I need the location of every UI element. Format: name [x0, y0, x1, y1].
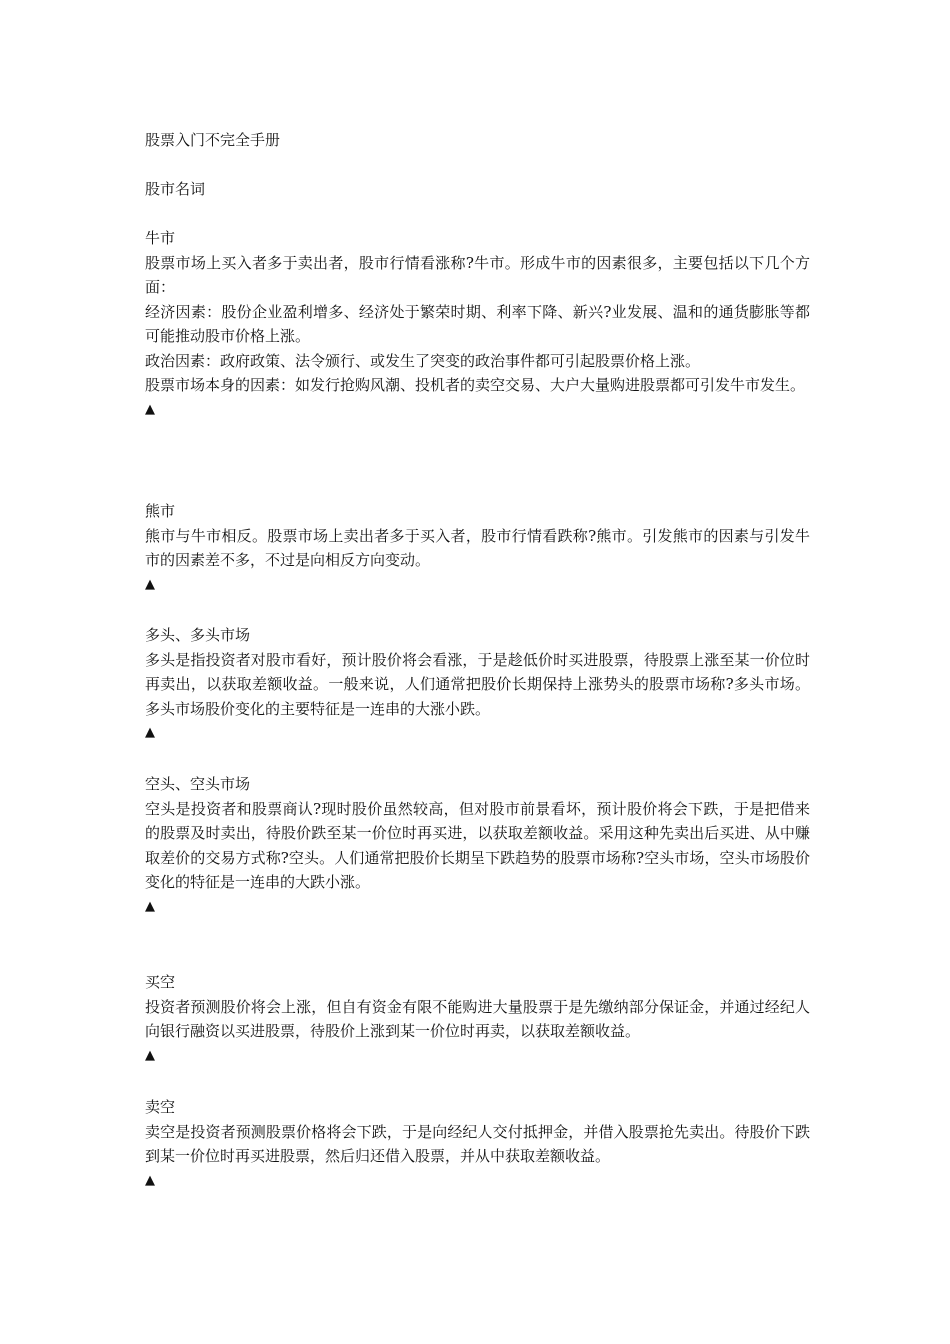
entry-bear-market — [145, 499, 810, 597]
entry-sell-short — [145, 1095, 810, 1193]
entry-paragraph: 熊市与牛市相反。股票市场上卖出者多于买入者，股市行情看跌称?熊市。引发熊市的因素与引发牛市的因素差不多，不过是向相反方向变动。 — [145, 526, 810, 569]
triangle-marker-icon: ▲ — [145, 725, 155, 740]
triangle-marker-icon: ▲ — [145, 1047, 155, 1063]
entry-term: 牛市 — [145, 229, 176, 247]
triangle-marker-icon: ▲ — [145, 401, 155, 417]
entry-paragraph: 经济因素：股份企业盈利增多、经济处于繁荣时期、利率下降、新兴?业发展、温和的通货膨胀等都可能推动股市价格上涨。 — [145, 302, 810, 345]
entry-term: 熊市 — [145, 502, 176, 520]
entry-term: 多头、多头市场 — [145, 626, 251, 644]
document-title: 股票入门不完全手册 — [145, 131, 281, 149]
entry-term: 卖空 — [145, 1098, 176, 1116]
entry-paragraph: 政治因素：政府政策、法令颁行、或发生了突变的政治事件都可引起股票价格上涨。 — [145, 351, 701, 370]
entry-paragraph: 股票市场本身的因素：如发行抢购风潮、投机者的卖空交易、大户大量购进股票都可引发牛市发生。 — [145, 376, 806, 394]
triangle-marker-icon: ▲ — [145, 1172, 155, 1188]
entry-paragraph: 空头是投资者和股票商认?现时股价虽然较高，但对股市前景看坏，预计股价将会下跌，于是把借来的股票及时卖出，待股价跌至某一价位时再买进，以获取差额收益。采用这种先卖出后买进、从中赚取差价的交易方式称?空头。人们通常把股价长期呈下跌趋势的股票市场称?空头市场，空头市场股价变化的特征是一连串的大跌小涨。 — [145, 799, 810, 891]
entry-paragraph: 多头是指投资者对股市看好，预计股价将会看涨，于是趁低价时买进股票，待股票上涨至某一价位时再卖出，以获取差额收益。一般来说，人们通常把股价长期保持上涨势头的股票市场称?多头市场。多头市场股价变化的主要特征是一连串的大涨小跌。 — [145, 650, 810, 718]
entry-buy-long — [145, 970, 810, 1068]
entry-term: 买空 — [145, 973, 176, 991]
entry-paragraph: 卖空是投资者预测股票价格将会下跌，于是向经纪人交付抵押金，并借入股票抢先卖出。待股价下跌到某一价位时再买进股票，然后归还借入股票，并从中获取差额收益。 — [145, 1122, 810, 1165]
triangle-marker-icon: ▲ — [145, 898, 155, 914]
entry-long-market — [145, 623, 810, 746]
entry-bull-market — [145, 226, 810, 422]
triangle-marker-icon: ▲ — [145, 576, 155, 592]
entry-short-market — [145, 772, 810, 919]
entry-paragraph: 投资者预测股价将会上涨，但自有资金有限不能购进大量股票于是先缴纳部分保证金，并通过经纪人向银行融资以买进股票，待股价上涨到某一价位时再卖，以获取差额收益。 — [145, 997, 810, 1040]
entry-term: 空头、空头市场 — [145, 775, 251, 793]
section-heading: 股市名词 — [145, 180, 206, 198]
entry-paragraph: 股票市场上买入者多于卖出者，股市行情看涨称?牛市。形成牛市的因素很多，主要包括以下几个方面： — [145, 253, 810, 296]
